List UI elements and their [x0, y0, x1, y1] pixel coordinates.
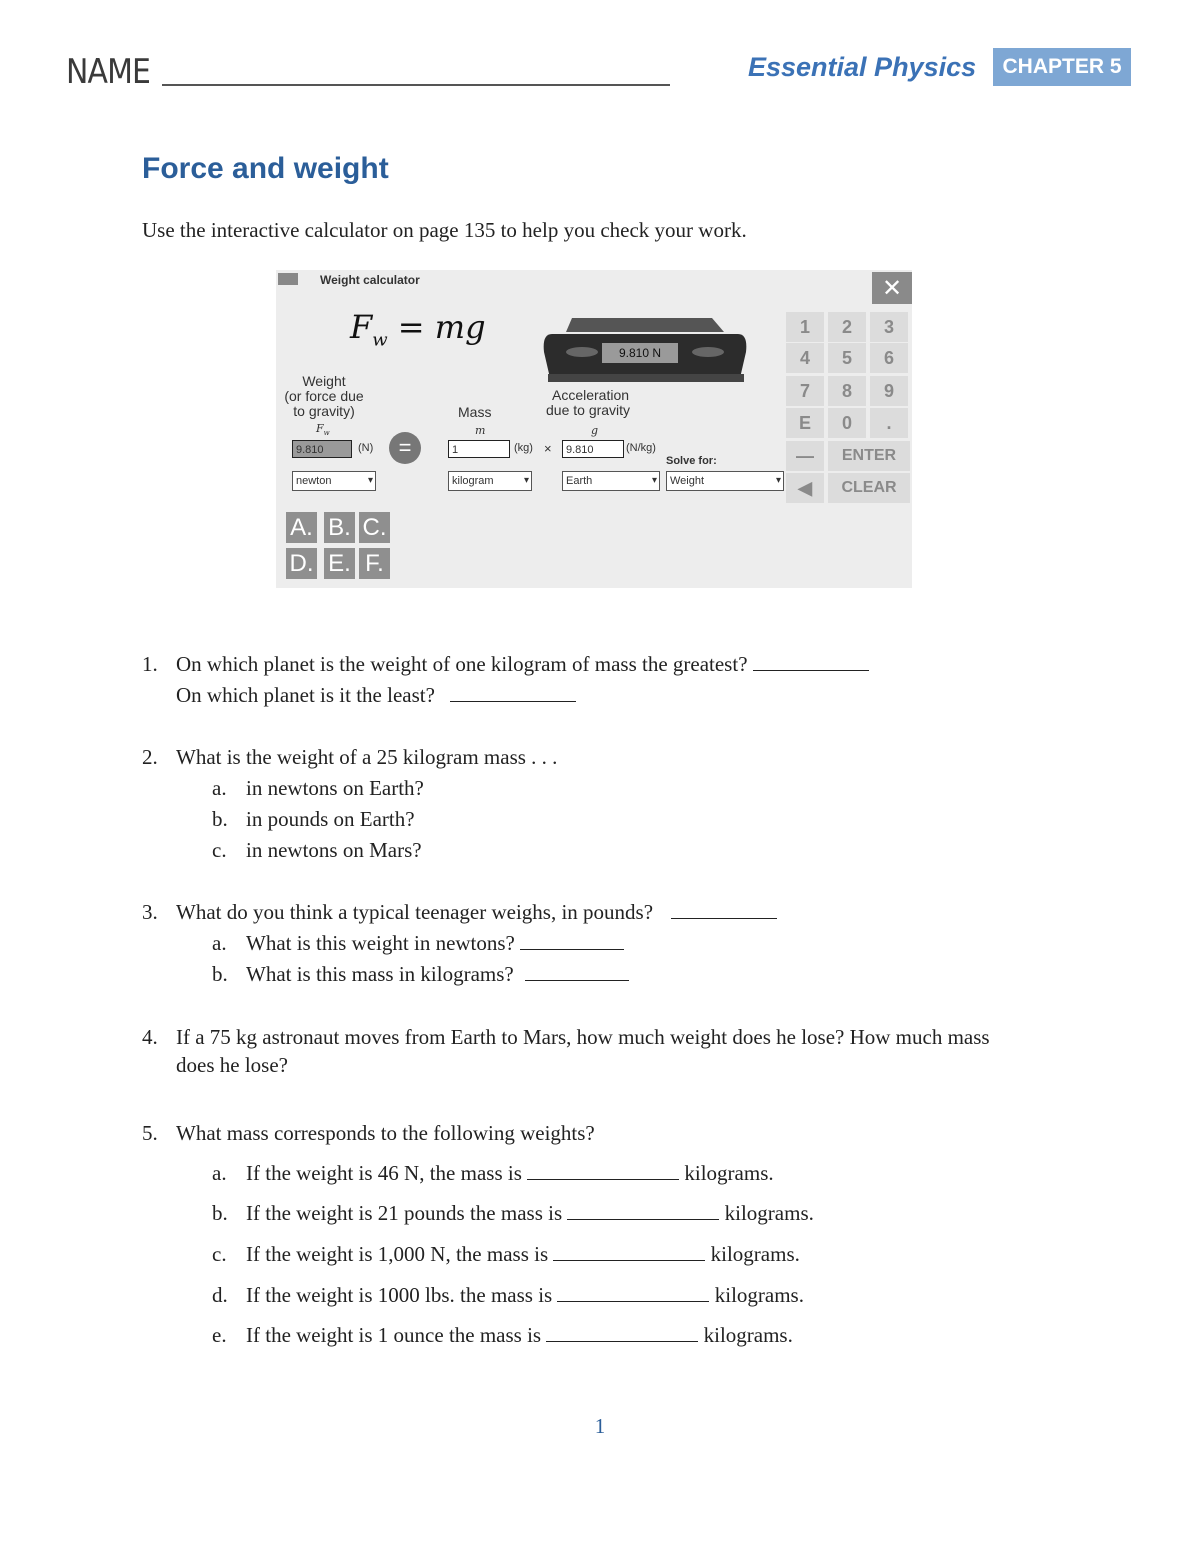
clear-button[interactable]: CLEAR [828, 473, 910, 503]
solve-for-label: Solve for: [666, 455, 717, 467]
formula-rhs: = mg [397, 308, 486, 346]
q5-a-letter: a. [212, 1161, 227, 1185]
key-4[interactable]: 4 [786, 343, 824, 373]
accel-label-line2: due to gravity [546, 402, 631, 418]
weight-unit-select[interactable]: newton ▾ [292, 471, 376, 491]
weight-unit: (N) [358, 442, 374, 454]
close-icon: ✕ [881, 274, 903, 302]
accel-value-field[interactable]: 9.810 [562, 440, 624, 458]
unit-label: kilograms. [724, 1201, 814, 1225]
q5-d-text: If the weight is 1000 lbs. the mass is [246, 1283, 553, 1307]
q2-b-letter: b. [212, 807, 228, 831]
q4-line1: If a 75 kg astronaut moves from Earth to Mars, how much weight does he lose? How much mass [176, 1025, 990, 1049]
name-line[interactable] [162, 84, 670, 86]
key-2[interactable]: 2 [828, 312, 866, 342]
q1-number: 1. [142, 652, 158, 676]
q5-b-text: If the weight is 21 pounds the mass is [246, 1201, 563, 1225]
answer-blank[interactable] [557, 1283, 709, 1302]
q2-a-letter: a. [212, 776, 227, 800]
unit-label: kilograms. [703, 1323, 793, 1347]
tile-f[interactable]: F. [359, 548, 390, 579]
q5-a-text: If the weight is 46 N, the mass is [246, 1161, 522, 1185]
formula [350, 308, 486, 350]
solve-for-select[interactable]: Weight ▾ [666, 471, 784, 491]
q5-text: What mass corresponds to the following weights? [176, 1121, 595, 1145]
accel-label-line1: Acceleration [552, 387, 630, 403]
key-6[interactable]: 6 [870, 343, 908, 373]
key-5[interactable]: 5 [828, 343, 866, 373]
mass-unit-select[interactable]: kilogram ▾ [448, 471, 532, 491]
equals-button[interactable]: = [389, 432, 421, 464]
answer-blank[interactable] [753, 652, 869, 671]
brand-title: Essential Physics [748, 52, 977, 82]
q5-e-line [246, 1323, 793, 1347]
q5-d-line [246, 1283, 804, 1307]
calculator-logo [278, 273, 298, 285]
q5-c-letter: c. [212, 1242, 227, 1266]
mass-value-field[interactable]: 1 [448, 440, 510, 458]
formula-lhs: F [350, 308, 373, 346]
unit-label: kilograms. [684, 1161, 774, 1185]
answer-blank[interactable] [567, 1201, 719, 1220]
q2-c-letter: c. [212, 838, 227, 862]
weight-symbol: $F_w$ [316, 422, 330, 438]
page-title: Force and weight [142, 152, 389, 185]
accel-label [546, 388, 630, 418]
mass-symbol: m [475, 424, 486, 437]
planet-select[interactable]: Earth ▾ [562, 471, 660, 491]
answer-blank[interactable] [527, 1161, 679, 1180]
q5-b-line [246, 1201, 814, 1225]
q2-b-text: in pounds on Earth? [246, 807, 415, 831]
key-0[interactable]: 0 [828, 408, 866, 438]
weight-label-line2: (or force due [284, 388, 364, 404]
key-minus[interactable]: — [786, 441, 824, 471]
q1-text2: On which planet is it the least? [176, 683, 435, 707]
calculator-title: Weight calculator [320, 273, 420, 287]
answer-blank[interactable] [553, 1242, 705, 1261]
q2-c-text: in newtons on Mars? [246, 838, 422, 862]
times-sign: × [544, 441, 552, 456]
q2-text: What is the weight of a 25 kilogram mass . . . [176, 745, 558, 769]
q3-b-text: What is this mass in kilograms? [246, 962, 514, 986]
unit-label: kilograms. [710, 1242, 800, 1266]
tile-b[interactable]: B. [324, 512, 355, 543]
weight-value-field[interactable]: 9.810 [292, 440, 352, 458]
q5-e-letter: e. [212, 1323, 227, 1347]
tile-e[interactable]: E. [324, 548, 355, 579]
key-decimal[interactable]: . [870, 408, 908, 438]
q2-a-text: in newtons on Earth? [246, 776, 424, 800]
key-9[interactable]: 9 [870, 376, 908, 406]
q2-number: 2. [142, 745, 158, 769]
q5-c-line [246, 1242, 800, 1266]
mass-label: Mass [458, 404, 492, 420]
intro-text: Use the interactive calculator on page 135 to help you check your work. [142, 218, 747, 242]
q4-line2: does he lose? [176, 1053, 288, 1077]
q3-a-line [246, 931, 624, 955]
key-e[interactable]: E [786, 408, 824, 438]
q3-b-line [246, 962, 629, 986]
tile-d[interactable]: D. [286, 548, 317, 579]
q3-line [176, 900, 777, 924]
answer-blank[interactable] [525, 962, 629, 981]
mass-unit: (kg) [514, 442, 533, 454]
q5-c-text: If the weight is 1,000 N, the mass is [246, 1242, 549, 1266]
back-arrow-icon: ◀ [798, 477, 812, 498]
q1-line2 [176, 683, 576, 707]
q1-line1 [176, 652, 869, 676]
q3-number: 3. [142, 900, 158, 924]
q3-b-letter: b. [212, 962, 228, 986]
weight-label [278, 374, 370, 419]
name-label: NAME [66, 52, 151, 92]
weight-label-line3: to gravity) [293, 403, 355, 419]
weight-label-line1: Weight [302, 373, 346, 389]
q3-a-letter: a. [212, 931, 227, 955]
answer-blank[interactable] [546, 1323, 698, 1342]
accel-symbol: g [591, 424, 599, 437]
q5-number: 5. [142, 1121, 158, 1145]
q5-e-text: If the weight is 1 ounce the mass is [246, 1323, 542, 1347]
scale-readout: 9.810 N [602, 343, 678, 363]
answer-blank[interactable] [450, 683, 576, 702]
enter-button[interactable]: ENTER [828, 441, 910, 471]
key-1[interactable]: 1 [786, 312, 824, 342]
backspace-button[interactable] [786, 473, 824, 503]
q5-b-letter: b. [212, 1201, 228, 1225]
key-3[interactable]: 3 [870, 312, 908, 342]
tile-c[interactable]: C. [359, 512, 390, 543]
q1-text: On which planet is the weight of one kilogram of mass the greatest? [176, 652, 748, 676]
key-8[interactable]: 8 [828, 376, 866, 406]
accel-unit: (N/kg) [626, 442, 656, 454]
answer-blank[interactable] [671, 900, 777, 919]
q3-a-text: What is this weight in newtons? [246, 931, 515, 955]
q4-number: 4. [142, 1025, 158, 1049]
chapter-badge: CHAPTER 5 [993, 48, 1131, 86]
close-button[interactable] [872, 272, 912, 304]
tile-a[interactable]: A. [286, 512, 317, 543]
key-7[interactable]: 7 [786, 376, 824, 406]
q5-d-letter: d. [212, 1283, 228, 1307]
formula-sub: w [372, 329, 388, 351]
answer-blank[interactable] [520, 931, 624, 950]
q3-text: What do you think a typical teenager weighs, in pounds? [176, 900, 654, 924]
unit-label: kilograms. [714, 1283, 804, 1307]
q5-a-line [246, 1161, 774, 1185]
page-number: 1 [594, 1414, 606, 1438]
weight-calculator [276, 270, 912, 588]
